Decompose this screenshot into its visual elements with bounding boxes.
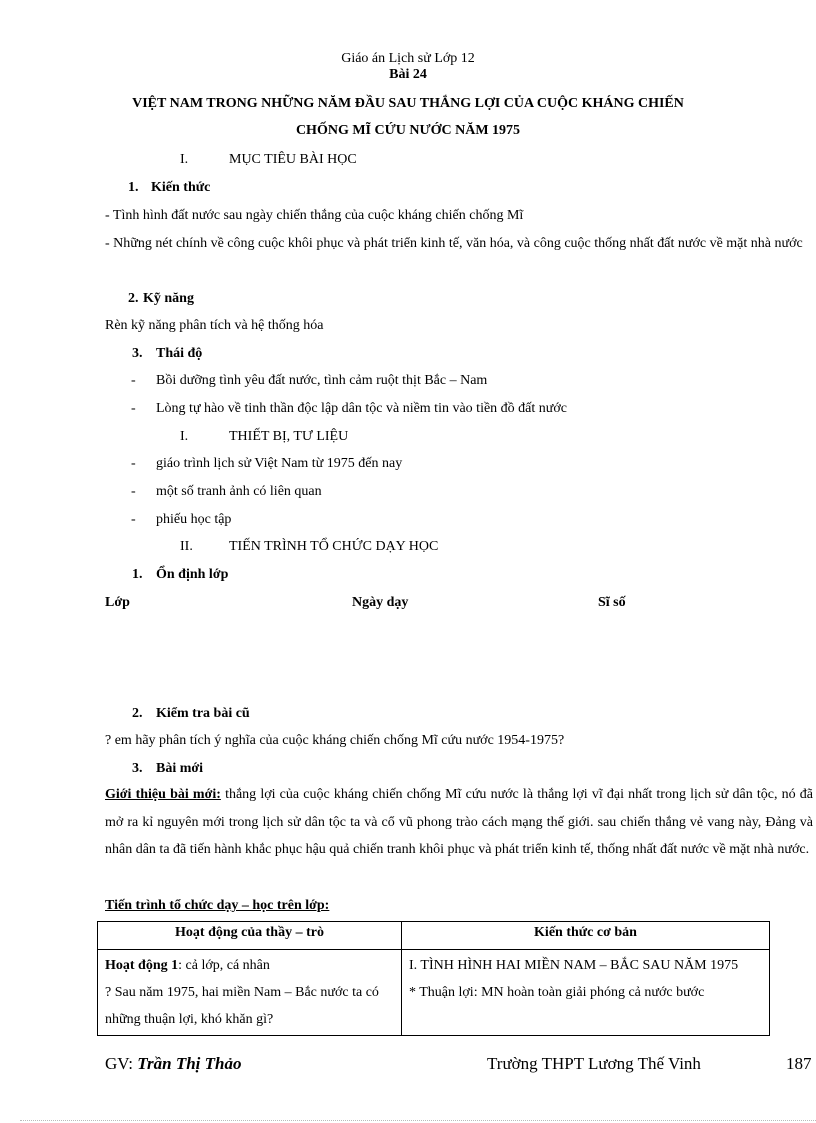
activity-label-rest: : cả lớp, cá nhân — [178, 958, 270, 973]
lesson-title-line1: VIỆT NAM TRONG NHỮNG NĂM ĐẦU SAU THẮNG LỢI CỦA CUỘC KHÁNG CHIẾN — [132, 96, 684, 111]
lesson-number: Bài 24 — [389, 67, 427, 82]
table-cell-knowledge — [402, 950, 770, 1036]
review-number: 2. — [132, 706, 143, 721]
bullet-dash: - — [131, 484, 136, 499]
knowledge-list — [105, 202, 813, 257]
section3-heading: TIẾN TRÌNH TỔ CHỨC DẠY HỌC — [229, 539, 439, 554]
knowledge-heading: Kiến thức — [151, 180, 211, 195]
review-heading: Kiểm tra bài cũ — [156, 706, 250, 721]
process-label: Tiến trình tổ chức dạy – học trên lớp: — [105, 898, 330, 913]
activity-question: ? Sau năm 1975, hai miền Nam – Bắc nước ta có những thuận lợi, khó khăn gì? — [105, 985, 379, 1027]
footer-gv-label: GV: — [105, 1054, 138, 1073]
attitude-number: 3. — [132, 346, 143, 361]
bullet-dash: - — [131, 373, 136, 388]
section1-number: I. — [180, 152, 189, 167]
knowledge-number: 1. — [128, 180, 139, 195]
skills-heading: Kỹ năng — [143, 291, 194, 306]
equipment-item: giáo trình lịch sử Việt Nam từ 1975 đến nay — [156, 456, 403, 471]
bullet-dash: - — [131, 512, 136, 527]
attitude-item: Lòng tự hào về tinh thần độc lập dân tộc và niềm tin vào tiền đồ đất nước — [156, 401, 567, 416]
review-question: ? em hãy phân tích ý nghĩa của cuộc kháng chiến chống Mĩ cứu nước 1954-1975? — [105, 733, 565, 748]
skills-number: 2. — [128, 291, 139, 306]
footer-school: Trường THPT Lương Thế Vinh — [487, 1054, 701, 1073]
knowledge-heading-cell: I. TÌNH HÌNH HAI MIỀN NAM – BẮC SAU NĂM 1975 — [409, 958, 739, 973]
section2-heading: THIẾT BỊ, TƯ LIỆU — [229, 429, 349, 444]
skills-text: Rèn kỹ năng phân tích và hệ thống hóa — [105, 318, 324, 333]
footer-teacher-name: Trần Thị Thảo — [137, 1054, 242, 1073]
knowledge-item: - Tình hình đất nước sau ngày chiến thắng của cuộc kháng chiến chống Mĩ — [105, 208, 524, 223]
intro-label: Giới thiệu bài mới: — [105, 787, 221, 802]
table-header-knowledge: Kiến thức cơ bản — [402, 922, 770, 950]
lesson-table — [97, 921, 770, 1036]
section2-number: I. — [180, 429, 189, 444]
attitude-heading: Thái độ — [156, 346, 203, 361]
page-bottom-dotted-line — [20, 1120, 816, 1121]
table-cell-activity — [98, 950, 402, 1036]
footer-teacher — [105, 1054, 242, 1074]
bullet-dash: - — [131, 401, 136, 416]
class-column-label: Lớp — [105, 595, 130, 610]
stabilize-heading: Ổn định lớp — [156, 567, 229, 582]
doc-subtitle: Giáo án Lịch sử Lớp 12 — [341, 51, 475, 66]
knowledge-item: - Những nét chính về công cuộc khôi phục và phát triển kinh tế, văn hóa, và công cuộc thống nhất đất nước về mặt nhà nước — [105, 235, 803, 251]
intro-text: thắng lợi của cuộc kháng chiến chống Mĩ cứu nước là thắng lợi vĩ đại nhất trong lịch sử dân tộc, nó đã mở ra kỉ nguyên mới trong lịch sử dân tộc ta và cổ vũ phong trào cách mạng thế giới. sau chiến thắng vẻ vang này, Đảng và nhân dân ta đã tiến hành khắc phục hậu quả chiến tranh khôi phục và phát triển kinh tế, thống nhất đất nước về mặt nhà nước. — [105, 787, 813, 857]
table-header-teacher-student: Hoạt động của thầy – trò — [98, 922, 402, 950]
new-lesson-number: 3. — [132, 761, 143, 776]
section3-number: II. — [180, 539, 193, 554]
section1-heading: MỤC TIÊU BÀI HỌC — [229, 152, 357, 167]
equipment-item: một số tranh ảnh có liên quan — [156, 484, 322, 499]
count-column-label: Sĩ số — [598, 595, 626, 610]
equipment-item: phiếu học tập — [156, 512, 232, 527]
intro-paragraph — [105, 781, 813, 864]
page-number: 187 — [786, 1054, 812, 1073]
date-column-label: Ngày dạy — [352, 595, 409, 610]
attitude-item: Bồi dưỡng tình yêu đất nước, tình cảm ruột thịt Bắc – Nam — [156, 373, 488, 388]
knowledge-text-cell: * Thuận lợi: MN hoàn toàn giải phóng cả nước bước — [409, 985, 705, 1000]
new-lesson-heading: Bài mới — [156, 761, 204, 776]
activity-label: Hoạt động 1 — [105, 958, 179, 973]
lesson-title-line2: CHỐNG MĨ CỨU NƯỚC NĂM 1975 — [295, 123, 521, 138]
bullet-dash: - — [131, 456, 136, 471]
stabilize-number: 1. — [132, 567, 143, 582]
